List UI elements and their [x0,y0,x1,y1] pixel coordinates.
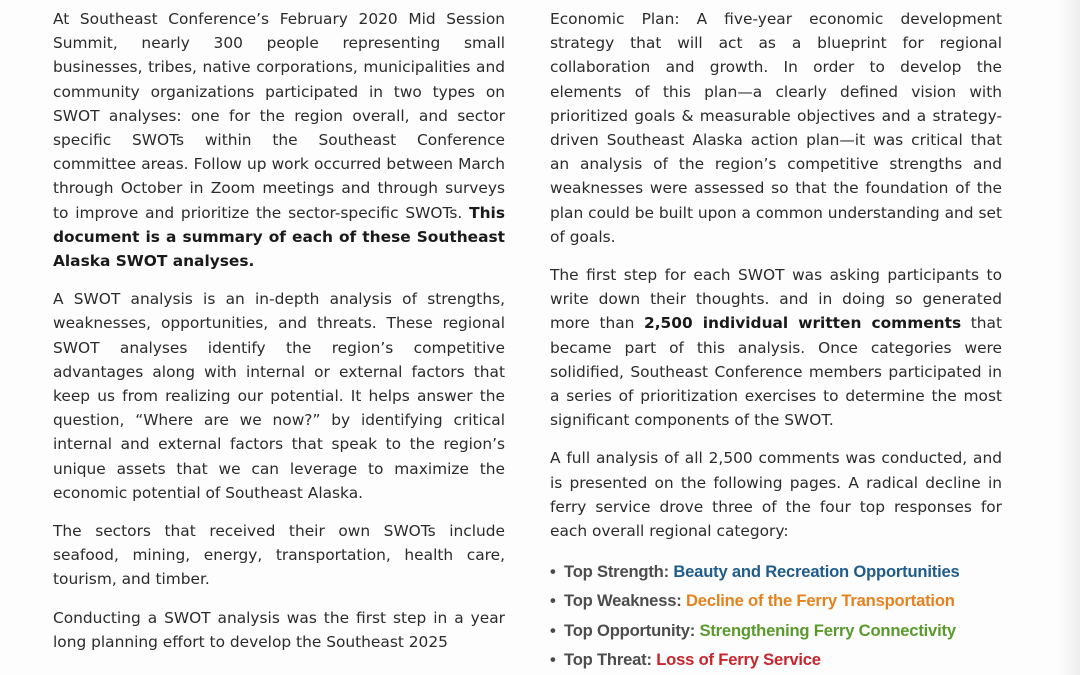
bullet-dot: • [550,562,556,582]
intro-paragraph [53,7,505,273]
left-column [53,7,505,668]
top-threat-value: Loss of Ferry Service [656,649,821,669]
bullet-dot: • [550,649,556,669]
bullet-dot: • [550,591,556,611]
sectors-paragraph: The sectors that received their own SWOTs include seafood, mining, energy, transportation, health care, tourism, and timber. [53,522,505,589]
bullet-dot: • [550,620,556,640]
economic-plan-paragraph: Economic Plan: A five-year economic development strategy that will act as a blueprint for regional collaboration and growth. In order to develop the elements of this plan—a clearly defined vision with prioritized goals & measurable objectives and a strategy-driven Southeast Alaska action plan—it was critical that an analysis of the region’s competitive strengths and weaknesses were assessed so that the foundation of the plan could be built upon a common understanding and set of goals. [550,10,1002,246]
top-weakness-value: Decline of the Ferry Transportation [686,591,955,611]
intro-text: At Southeast Conference’s February 2020 Mid Session Summit, nearly 300 people representing small businesses, tribes, native corporations, municipalities and community organizations participated in two types on SWOT analyses: one for the region overall, and sector specific SWOTs within the Southeast Conference committee areas. Follow up work occurred between March through October in Zoom meetings and through surveys to improve and prioritize the sector-specific SWOTs. [53,10,505,222]
first-step-text-after: that became part of this analysis. Once categories were solidified, Southeast Conference members participated in a series of prioritization exercises to determine the most significant components of the SWOT. [550,314,1002,430]
top-strength-value: Beauty and Recreation Opportunities [673,562,960,582]
first-step-text-before: The first step for each SWOT was asking participants to write down their thoughts. and in doing so generated more than [550,266,1002,333]
planning-effort-paragraph: Conducting a SWOT analysis was the first step in a year long planning effort to develop the Southeast 2025 [53,608,505,651]
top-responses-list [550,557,1002,674]
right-column [550,7,1002,674]
list-item-top-weakness [550,586,1002,615]
top-opportunity-value: Strengthening Ferry Connectivity [699,620,956,640]
list-item-top-strength [550,557,1002,586]
list-item-top-threat [550,645,1002,674]
top-opportunity-label: Top Opportunity: [564,620,696,640]
first-step-paragraph [550,263,1002,432]
top-threat-label: Top Threat: [564,649,652,669]
top-weakness-label: Top Weakness: [564,591,682,611]
page-edge-shadow [1058,0,1080,675]
swot-definition-paragraph: A SWOT analysis is an in-depth analysis of strengths, weaknesses, opportunities, and threats. These regional SWOT analyses identify the region’s competitive advantages along with internal or external factors that keep us from realizing our potential. It helps answer the question, “Where are we now?” by identifying critical internal and external factors that speak to the region’s unique assets that we can leverage to maximize the economic potential of Southeast Alaska. [53,290,505,502]
top-strength-label: Top Strength: [564,562,669,582]
intro-bold-summary: This document is a summary of each of these Southeast Alaska SWOT analyses. [53,203,505,271]
comments-count-bold: 2,500 individual written comments [644,314,962,333]
full-analysis-paragraph: A full analysis of all 2,500 comments was conducted, and is presented on the following pages. A radical decline in ferry service drove three of the four top responses for each overall regional category: [550,449,1002,541]
list-item-top-opportunity [550,616,1002,645]
